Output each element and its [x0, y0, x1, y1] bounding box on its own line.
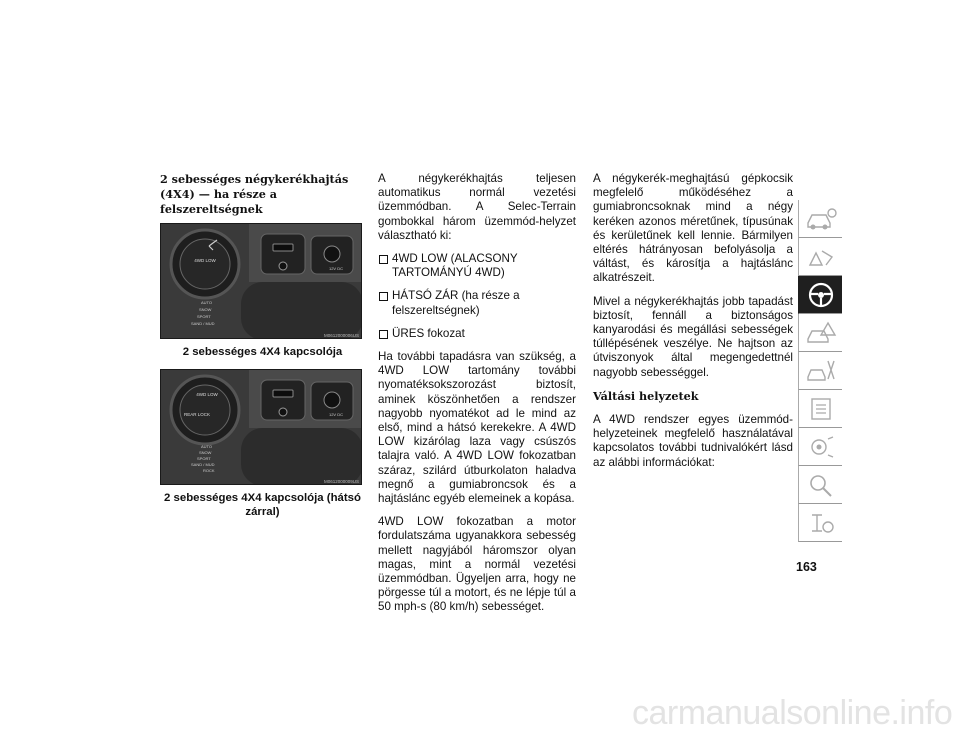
- outlet-label: 12V DC: [328, 412, 344, 417]
- 4x4-switch-photo: [160, 223, 362, 339]
- figure-code: M0612000006US: [323, 333, 359, 338]
- tab-warnings[interactable]: [798, 314, 842, 352]
- paragraph: 4WD LOW fokozatban a motor fordulatszáma ugyanakkora sebesség mellett nagyjából háromszor olyan magas, mint a normál vezetési üzemmódban. Ügyeljen arra, hogy ne pörgesse túl a motort, és ne lépje túl a 50 mph-s (80 km/h) sebességet.: [378, 515, 576, 614]
- warning-car-icon: [804, 319, 838, 347]
- mode-sand-mud: SAND / MUD: [191, 321, 215, 326]
- search-icon: [804, 471, 838, 499]
- tab-languages[interactable]: [798, 504, 842, 542]
- mode-options-list: [378, 252, 576, 341]
- tab-service[interactable]: [798, 352, 842, 390]
- page-number: 163: [796, 560, 817, 574]
- section-title: 2 sebességes négykerékhajtás (4X4) — ha része a felszereltségnek: [160, 172, 349, 216]
- outlet-label: 12V DC: [328, 266, 344, 271]
- mode-sand-mud: SAND / MUD: [191, 462, 215, 467]
- list-item: 4WD LOW (ALACSONY TARTOMÁNYÚ 4WD): [378, 252, 576, 280]
- intro-paragraph: A négykerékhajtás teljesen automatikus normál vezetési üzemmódban. A Selec-Terrain gombokkal három üzemmód-helyzet választható ki:: [378, 172, 576, 242]
- list-item: ÜRES fokozat: [378, 327, 576, 341]
- tab-safety[interactable]: [798, 238, 842, 276]
- mode-rock: ROCK: [203, 468, 215, 473]
- list-item: HÁTSÓ ZÁR (ha része a felszereltségnek): [378, 289, 576, 317]
- figure-caption: 2 sebességes 4X4 kapcsolója (hátsó zárral): [164, 492, 361, 518]
- safety-icon: [804, 243, 838, 271]
- tools-car-icon: [804, 357, 838, 385]
- mode-sport: SPORT: [197, 456, 211, 461]
- paragraph: A négykerék-meghajtású gépkocsik megfelelő működéséhez a gumiabroncsoknak mind a négy keréken azonos méretűnek, típusúnak és kerületűnek kell lennie. Bármilyen eltérés hátrányosan befolyásolja a váltást, és károsítja a hajtáslánc alkatrészeit.: [593, 172, 793, 285]
- steering-wheel-icon: [804, 281, 838, 309]
- language-icon: [804, 509, 838, 537]
- figure-code: M0612000009US: [323, 479, 359, 484]
- mode-auto: AUTO: [201, 300, 213, 305]
- paragraph: Ha további tapadásra van szükség, a 4WD LOW tartomány további nyomatéksokszorozást biztosít, aminek köszönhetően a rendszer nagyobb nyomatékot ad le mind az első, mind a hátsó kerekekre. A 4WD LOW kizárólag laza vagy csúszós talajra való. A 4WD LOW fokozatban száraz, szilárd útburkolaton haladva megnő a gumiabroncsok és a hajtáslánc egyéb elemeinek a kopása.: [378, 350, 576, 506]
- tab-car-info[interactable]: [798, 200, 842, 238]
- paragraph: A 4WD rendszer egyes üzemmód-helyzeteinek megfelelő használatával kapcsolatos további tudnivalókért lásd az alábbi információkat:: [593, 413, 793, 469]
- mode-snow: SNOW: [199, 307, 212, 312]
- 4x4-switch-illustration: [161, 224, 362, 339]
- knob-label-rear-lock: REAR LOCK: [183, 412, 211, 417]
- right-column: [593, 172, 793, 479]
- watermark: carmanualsonline.info: [632, 694, 953, 732]
- 4x4-switch-rear-lock-photo: [160, 369, 362, 485]
- 4x4-switch-rear-lock-illustration: [161, 370, 362, 485]
- left-column: [160, 172, 365, 529]
- tab-multimedia[interactable]: [798, 428, 842, 466]
- tab-driving[interactable]: [798, 276, 842, 314]
- section-heading: Váltási helyzetek: [593, 388, 699, 403]
- list-icon: [804, 395, 838, 423]
- paragraph: Mivel a négykerékhajtás jobb tapadást biztosít, fennáll a biztonságos kanyarodási és megállási sebességek túllépésének veszélye. Ne hajtson az útviszonyok által megengedettnél nagyobb sebességgel.: [593, 294, 793, 379]
- car-info-icon: [804, 205, 838, 233]
- knob-label: 4WD LOW: [194, 258, 216, 263]
- knob-label-4wd-low: 4WD LOW: [196, 392, 218, 397]
- middle-column: [378, 172, 576, 624]
- figure-caption: 2 sebességes 4X4 kapcsolója: [182, 346, 343, 358]
- chapter-tabs: [798, 200, 842, 542]
- mode-auto: AUTO: [201, 444, 213, 449]
- tab-specifications[interactable]: [798, 390, 842, 428]
- mode-snow: SNOW: [199, 450, 212, 455]
- tab-index[interactable]: [798, 466, 842, 504]
- settings-gear-icon: [804, 433, 838, 461]
- mode-sport: SPORT: [197, 314, 211, 319]
